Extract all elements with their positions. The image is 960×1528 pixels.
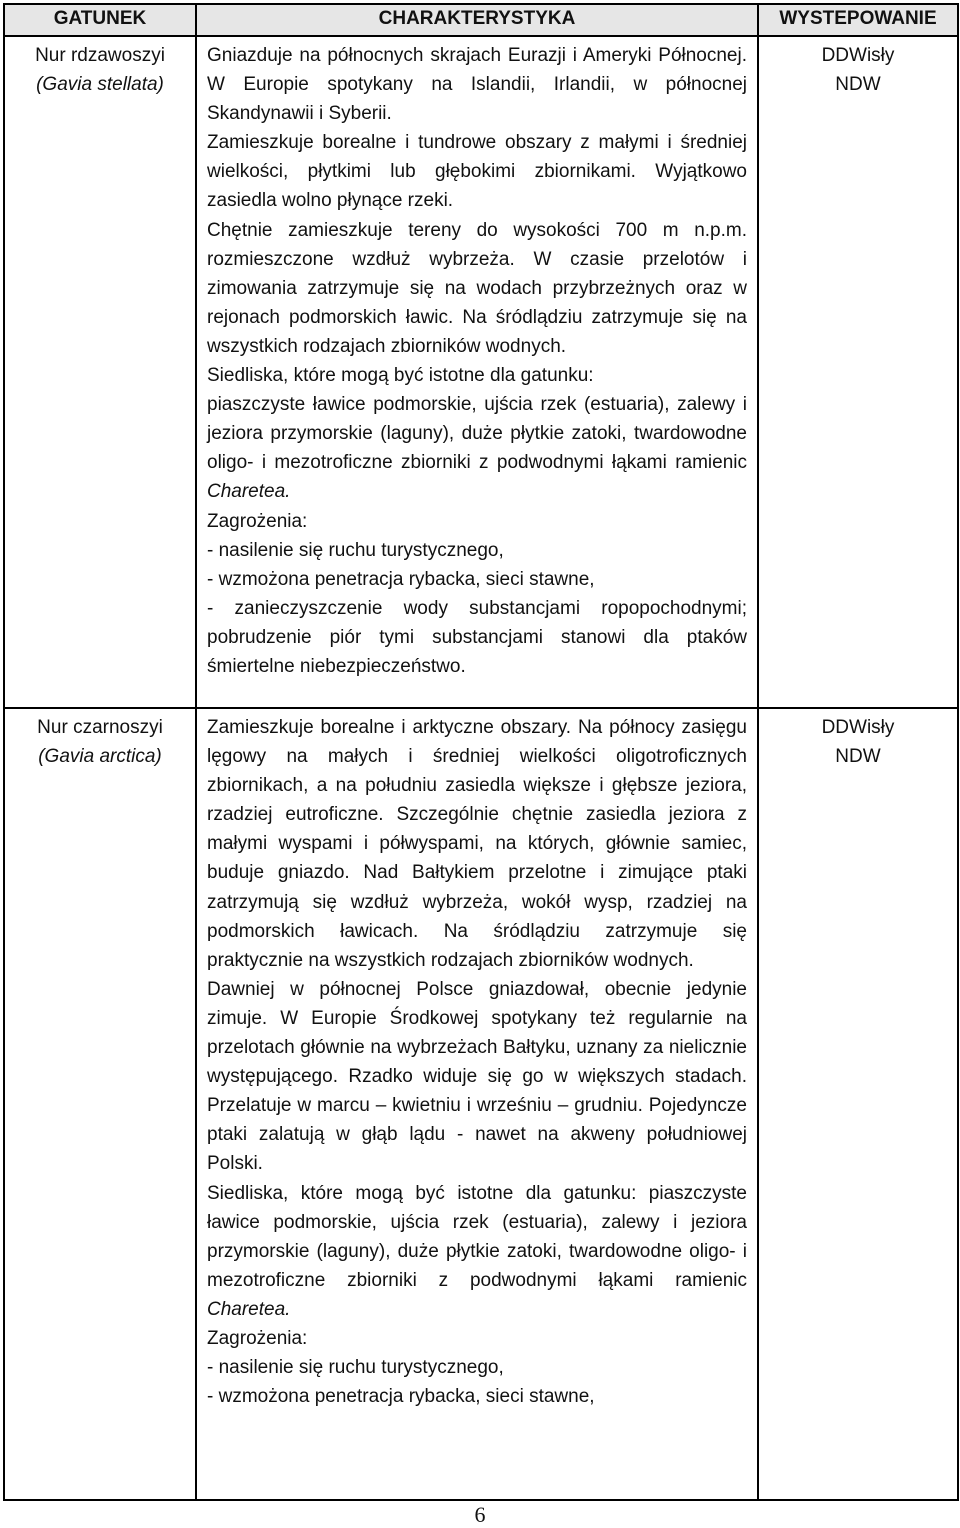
occurrence-value: DDWisły	[821, 717, 895, 738]
occurrence-value: NDW	[835, 746, 881, 767]
table-header-row	[4, 4, 958, 36]
habitats-text: piaszczyste ławice podmorskie, ujścia rzek (estuaria), zalewy i jeziora przymorskie (laguny), duże płytkie zatoki, twardowodne oligo- i mezotroficzne zbiorniki z podwodnymi łąkami ramienic Charetea.	[207, 394, 747, 503]
species-latin-name: (Gavia stellata)	[36, 74, 164, 95]
species-cell	[4, 36, 196, 708]
threat-item: - zanieczyszczenie wody substancjami ropopochodnymi; pobrudzenie piór tymi substancjami stanowi dla ptaków śmiertelne niebezpieczeństwo.	[207, 597, 747, 677]
description-cell	[196, 708, 758, 1500]
threats-heading: Zagrożenia:	[207, 1327, 308, 1349]
description-cell	[196, 36, 758, 708]
table-row	[4, 708, 958, 1500]
habitats-text: Siedliska, które mogą być istotne dla gatunku: piaszczyste ławice podmorskie, ujścia rzek (estuaria), zalewy i jeziora przymorskie (laguny), duże płytkie zatoki, twardowodne oligo- i mezotroficzne zbiorniki z podwodnymi łąkami ramienic Charetea.	[207, 1182, 747, 1320]
species-table	[3, 3, 959, 1501]
species-latin-name: (Gavia arctica)	[38, 746, 162, 767]
description-paragraph: Zamieszkuje borealne i tundrowe obszary z małymi i średniej wielkości, płytkimi lub głębokimi zbiornikami. Wyjątkowo zasiedla wolno płynące rzeki.	[207, 132, 747, 212]
threat-item: - nasilenie się ruchu turystycznego,	[207, 539, 504, 561]
occurrence-value: DDWisły	[821, 45, 895, 66]
description-paragraph: Dawniej w północnej Polsce gniazdował, obecnie jedynie zimuje. W Europie Środkowej spotykany też regularnie na przelotach głównie na wybrzeżach Bałtyku, uznany za nielicznie występującego. Rzadko widuje się go w większych stadach. Przelatuje w marcu – kwietniu i wrześniu – grudniu. Pojedyncze ptaki zalatują w głąb lądu - nawet na akweny południowej Polski.	[207, 978, 747, 1175]
description-paragraph: Chętnie zamieszkuje tereny do wysokości 700 m n.p.m. rozmieszczone wzdłuż wybrzeża. W czasie przelotów i zimowania zatrzymuje się na wodach przybrzeżnych oraz w rejonach podmorskich ławic. Na śródlądziu zatrzymuje się na wszystkich rodzajach zbiorników wodnych.	[207, 219, 747, 357]
table-row	[4, 36, 958, 708]
description-paragraph: Zamieszkuje borealne i arktyczne obszary. Na północy zasięgu lęgowy na małych i średniej wielkości oligotroficznych zbiornikach, a na południu zasiedla większe i głębsze jeziora, rzadziej eutroficzne. Szczególnie chętnie zasiedla jeziora z małymi wyspami i półwyspami, na których, głównie samiec, buduje gniazdo. Nad Bałtykiem przelotne i zimujące ptaki zatrzymują się wzdłuż wybrzeża, wokół wysp, rzadziej na podmorskich ławicach. Na śródlądziu zatrzymuje się praktycznie na wszystkich rodzajach zbiorników wodnych.	[207, 717, 747, 971]
threat-item: - wzmożona penetracja rybacka, sieci stawne,	[207, 568, 595, 590]
header-wystepowanie: WYSTEPOWANIE	[758, 4, 958, 36]
threat-item: - wzmożona penetracja rybacka, sieci stawne,	[207, 1386, 595, 1408]
habitats-heading: Siedliska, które mogą być istotne dla gatunku:	[207, 365, 594, 387]
occurrence-value: NDW	[835, 74, 881, 95]
page-number: 6	[474, 1502, 486, 1527]
species-common-name: Nur czarnoszyi	[37, 717, 163, 738]
header-charakterystyka: CHARAKTERYSTYKA	[196, 4, 758, 36]
occurrence-cell	[758, 708, 958, 1500]
species-cell	[4, 708, 196, 1500]
species-common-name: Nur rdzawoszyi	[35, 45, 165, 66]
description-paragraph: Gniazduje na północnych skrajach Eurazji i Ameryki Północnej. W Europie spotykany na Islandii, Irlandii, w północnej Skandynawii i Syberii.	[207, 45, 747, 125]
threats-heading: Zagrożenia:	[207, 510, 308, 532]
threat-item: - nasilenie się ruchu turystycznego,	[207, 1357, 504, 1379]
occurrence-cell	[758, 36, 958, 708]
header-gatunek: GATUNEK	[4, 4, 196, 36]
